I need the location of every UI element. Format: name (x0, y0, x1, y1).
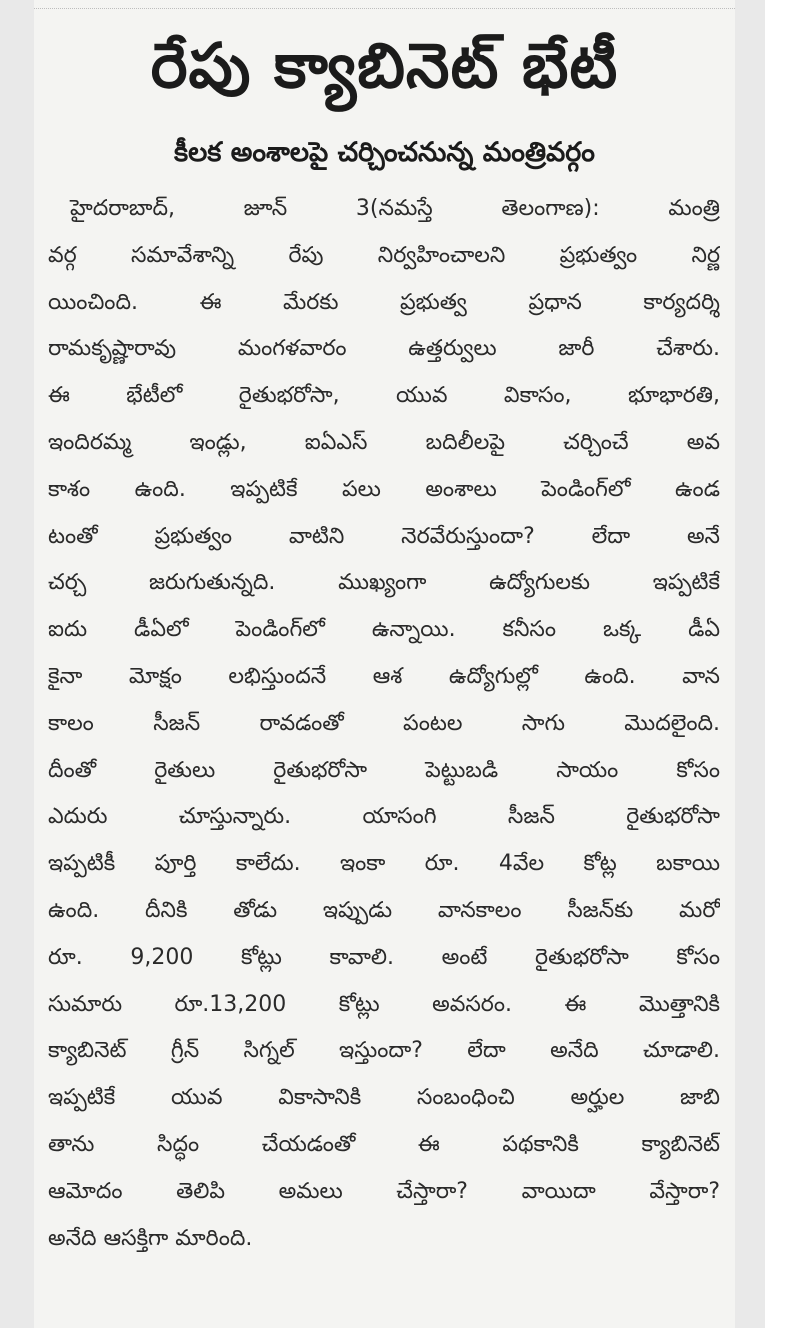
body-line: రామకృష్ణారావు మంగళవారం ఉత్తర్వులు జారీ చేశారు. (48, 336, 720, 362)
body-line: కాశం ఉంది. ఇప్పటికే పలు అంశాలు పెండింగ్‌లో ఉండ (48, 476, 720, 502)
subheadline: కీలక అంశాలపై చర్చించనున్న మంత్రివర్గం (174, 137, 595, 168)
body-line: టంతో ప్రభుత్వం వాటిని నెరవేరుస్తుందా? లేదా అనే (48, 523, 720, 549)
body-line: ఉంది. దీనికి తోడు ఇప్పుడు వానకాలం సీజన్‌కు మరో (48, 897, 720, 923)
body-line: హైదరాబాద్, జూన్ 3(నమస్తే తెలంగాణ): మంత్రి (70, 196, 720, 221)
news-clipping (34, 0, 735, 1328)
body-line: క్యాబినెట్ గ్రీన్ సిగ్నల్ ఇస్తుందా? లేదా అనేది చూడాలి. (48, 1038, 720, 1064)
body-line: అనేది ఆసక్తిగా మారింది. (48, 1225, 253, 1251)
body-line: దీంతో రైతులు రైతుభరోసా పెట్టుబడి సాయం కోసం (48, 757, 720, 783)
body-line: ఎదురు చూస్తున్నారు. యాసంగి సీజన్ రైతుభరోసా (48, 804, 720, 830)
headline: రేపు క్యాబినెట్ భేటీ (150, 29, 619, 102)
body-line: ఇప్పటికే యువ వికాసానికి సంబంధించి అర్హుల జాబి (48, 1085, 720, 1111)
body-line: రూ. 9,200 కోట్లు కావాలి. అంటే రైతుభరోసా కోసం (48, 944, 720, 970)
body-line: యించింది. ఈ మేరకు ప్రభుత్వ ప్రధాన కార్యదర్శి (48, 289, 720, 315)
body-line: కాలం సీజన్ రావడంతో పంటల సాగు మొదలైంది. (48, 710, 720, 736)
body-line: ఇప్పటికీ పూర్తి కాలేదు. ఇంకా రూ. 4వేల కోట్ల బకాయి (48, 851, 720, 877)
body-line: సుమారు రూ.13,200 కోట్లు అవసరం. ఈ మొత్తానికి (48, 991, 720, 1017)
left-margin (0, 0, 34, 1328)
body-line: ఆమోదం తెలిపి అమలు చేస్తారా? వాయిదా వేస్తారా? (48, 1178, 720, 1204)
clipping-top-edge (34, 0, 735, 9)
body-line: కైనా మోక్షం లభిస్తుందనే ఆశ ఉద్యోగుల్లో ఉంది. వాన (48, 663, 720, 689)
body-line: ఇందిరమ్మ ఇండ్లు, ఐఏఎస్ బదిలీలపై చర్చించే అవ (48, 429, 720, 455)
body-line: ఈ భేటీలో రైతుభరోసా, యువ వికాసం, భూభారతి, (48, 383, 720, 409)
right-margin (735, 0, 765, 1328)
body-line: తాను సిద్ధం చేయడంతో ఈ పథకానికి క్యాబినెట్ (48, 1131, 720, 1157)
body-line: వర్గ సమావేశాన్ని రేపు నిర్వహించాలని ప్రభుత్వం నిర్ణ (48, 242, 720, 268)
article-body (48, 186, 720, 1262)
body-line: ఐదు డీఏలో పెండింగ్‌లో ఉన్నాయి. కనీసం ఒక్క డీఏ (48, 617, 720, 643)
body-line: చర్చ జరుగుతున్నది. ముఖ్యంగా ఉద్యోగులకు ఇప్పటికే (48, 570, 720, 596)
